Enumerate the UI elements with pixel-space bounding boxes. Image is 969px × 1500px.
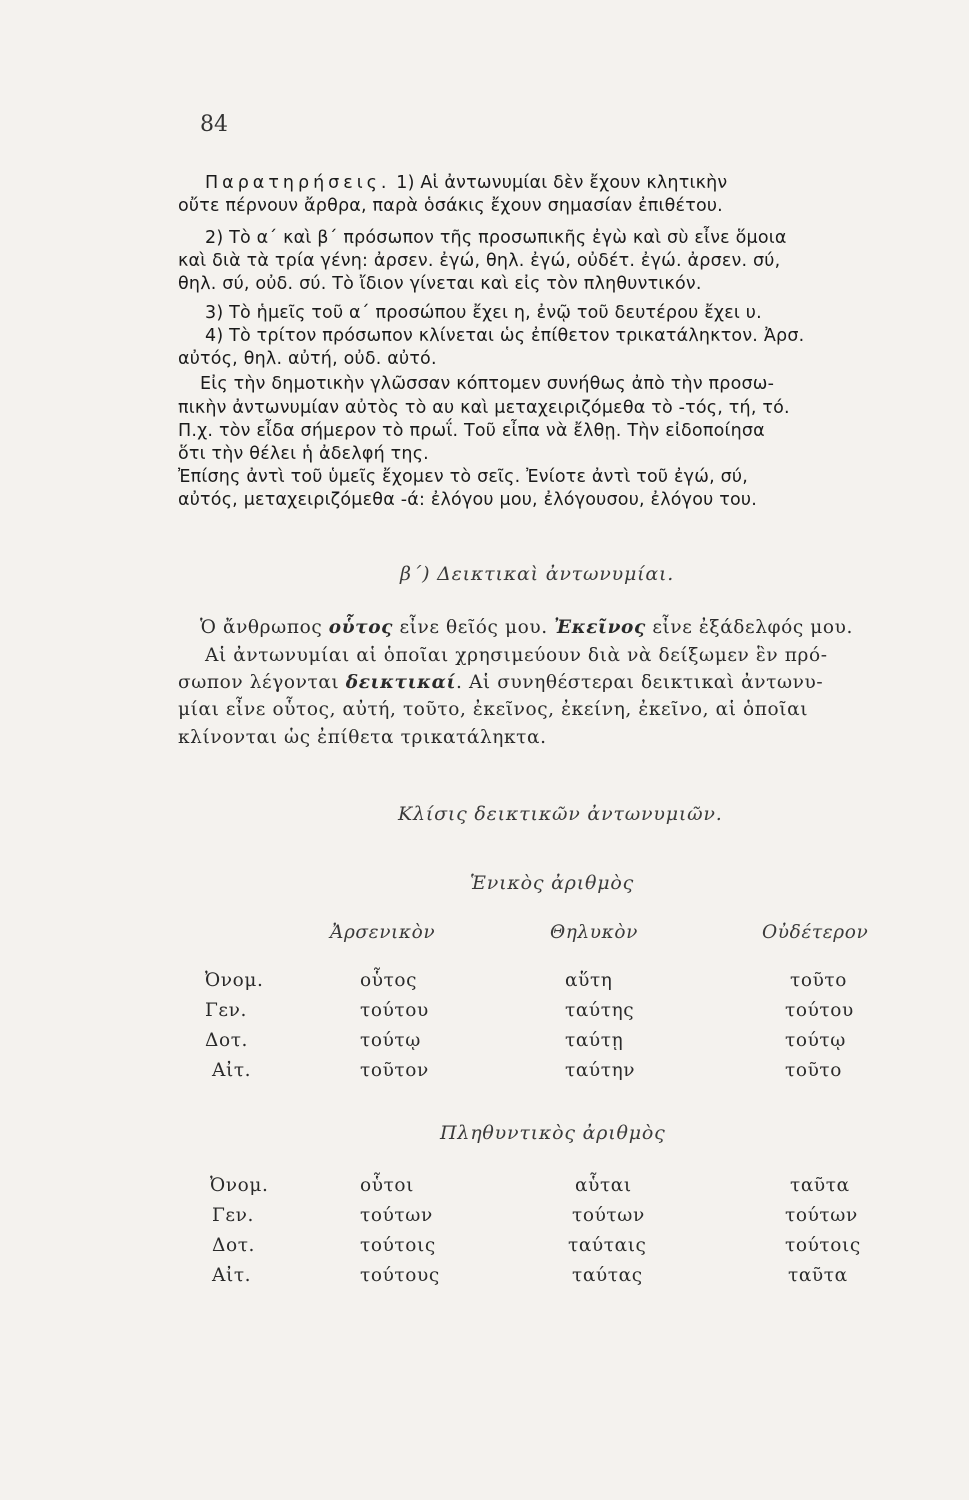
feminine-form: τούτων	[572, 1205, 645, 1226]
column-header-neuter: Οὐδέτερον	[762, 922, 869, 943]
masculine-form: τούτων	[360, 1205, 433, 1226]
section-heading: β΄) Δεικτικαὶ ἀντωνυμίαι.	[400, 563, 675, 585]
masculine-form: τοῦτον	[360, 1060, 429, 1081]
feminine-form: ταύτῃ	[565, 1030, 624, 1051]
demonstratives-line-1: Ὁ ἄνθρωπος οὗτος εἶνε θεῖός μου. Ἐκεῖνος εἶνε ἐξάδελφός μου.	[200, 617, 853, 638]
observations-line-10: πικὴν ἀντωνυμίαν αὐτὸς τὸ αυ καὶ μεταχειριζόμεθα τὸ -τός, τή, τό.	[178, 398, 790, 418]
observations-line-9: Εἰς τὴν δημοτικὴν γλῶσσαν κόπτομεν συνήθως ἀπὸ τὴν προσω-	[200, 374, 775, 394]
case-label: Γεν.	[205, 1000, 247, 1021]
neuter-form: ταῦτα	[790, 1175, 850, 1196]
case-label: Δοτ.	[205, 1030, 249, 1051]
observations-line-12: ὅτι τὴν θέλει ἡ ἀδελφή της.	[178, 444, 429, 464]
neuter-form: τούτοις	[785, 1235, 861, 1256]
observations-line-1: Παρατηρήσεις. 1) Αἱ ἀντωνυμίαι δὲν ἔχουν κλητικὴν	[205, 173, 728, 193]
bold-word-ekeinos: Ἐκεῖνος	[554, 617, 646, 638]
page-number: 84	[200, 112, 228, 137]
observations-line-14: αὐτός, μεταχειριζόμεθα -ά: ἐλόγου μου, ἐλόγουσου, ἐλόγου του.	[178, 490, 757, 510]
bold-word-deiktikai: δεικτικαί	[345, 672, 457, 693]
plural-heading: Πληθυντικὸς ἀριθμὸς	[440, 1122, 666, 1144]
demonstratives-line-5: κλίνονται ὡς ἐπίθετα τρικατάληκτα.	[178, 727, 547, 748]
observations-line-4: καὶ διὰ τὰ τρία γένη: ἀρσεν. ἐγώ, θηλ. ἐγώ, οὐδέτ. ἐγώ. ἀρσεν. σύ,	[178, 251, 781, 271]
observations-line-6: 3) Τὸ ἡμεῖς τοῦ α΄ προσώπου ἔχει η, ἐνῷ τοῦ δευτέρου ἔχει υ.	[205, 303, 762, 323]
observations-heading: Παρατηρήσεις.	[205, 173, 391, 193]
neuter-form: τούτου	[785, 1000, 854, 1021]
singular-heading: Ἑνικὸς ἀριθμὸς	[470, 872, 635, 894]
column-header-feminine: Θηλυκὸν	[550, 922, 638, 943]
feminine-form: αὗται	[575, 1175, 632, 1196]
observations-line-11: Π.χ. τὸν εἶδα σήμερον τὸ πρωΐ. Τοῦ εἶπα νὰ ἔλθῃ. Τὴν εἰδοποίησα	[178, 421, 765, 441]
demonstratives-line-3: σωπον λέγονται δεικτικαί. Αἱ συνηθέστεραι δεικτικαὶ ἀντωνυ-	[178, 672, 824, 693]
observations-line-7: 4) Τὸ τρίτον πρόσωπον κλίνεται ὡς ἐπίθετον τρικατάληκτον. Ἀρσ.	[205, 326, 805, 346]
neuter-form: τοῦτο	[790, 970, 847, 991]
observations-line-13: Ἐπίσης ἀντὶ τοῦ ὑμεῖς ἔχομεν τὸ σεῖς. Ἐνίοτε ἀντὶ τοῦ ἐγώ, σύ,	[178, 467, 748, 487]
masculine-form: τούτοις	[360, 1235, 436, 1256]
masculine-form: οὗτος	[360, 970, 418, 991]
case-label: Δοτ.	[212, 1235, 256, 1256]
case-label: Ὀνομ.	[205, 970, 264, 991]
neuter-form: τούτων	[785, 1205, 858, 1226]
demonstratives-line-4: μίαι εἶνε οὗτος, αὐτή, τοῦτο, ἐκεῖνος, ἐκείνη, ἐκεῖνο, αἱ ὁποῖαι	[178, 699, 809, 720]
masculine-form: τούτους	[360, 1265, 440, 1286]
neuter-form: τοῦτο	[785, 1060, 842, 1081]
observations-line-2: οὔτε πέρνουν ἄρθρα, παρὰ ὁσάκις ἔχουν σημασίαν ἐπιθέτου.	[178, 196, 723, 216]
feminine-form: ταύτης	[565, 1000, 635, 1021]
bold-word-outos: οὗτος	[328, 617, 393, 638]
declension-title: Κλίσις δεικτικῶν ἀντωνυμιῶν.	[398, 803, 723, 825]
feminine-form: ταύτην	[565, 1060, 636, 1081]
feminine-form: ταύτας	[572, 1265, 643, 1286]
masculine-form: τούτῳ	[360, 1030, 421, 1051]
case-label: Γεν.	[212, 1205, 254, 1226]
masculine-form: οὗτοι	[360, 1175, 415, 1196]
feminine-form: αὕτη	[565, 970, 613, 991]
masculine-form: τούτου	[360, 1000, 429, 1021]
observations-line-8: αὐτός, θηλ. αὐτή, οὐδ. αὐτό.	[178, 349, 437, 369]
observations-line-5: θηλ. σύ, οὐδ. σύ. Τὸ ἴδιον γίνεται καὶ εἰς τὸν πληθυντικόν.	[178, 274, 702, 294]
case-label: Αἰτ.	[212, 1265, 252, 1286]
observations-line-3: 2) Τὸ α΄ καὶ β΄ πρόσωπον τῆς προσωπικῆς ἐγὼ καὶ σὺ εἶνε ὅμοια	[205, 228, 787, 248]
demonstratives-line-2: Αἱ ἀντωνυμίαι αἱ ὁποῖαι χρησιμεύουν διὰ νὰ δείξωμεν ἓν πρό-	[205, 645, 828, 666]
feminine-form: ταύταις	[568, 1235, 647, 1256]
neuter-form: τούτῳ	[785, 1030, 846, 1051]
neuter-form: ταῦτα	[788, 1265, 848, 1286]
case-label: Αἰτ.	[212, 1060, 252, 1081]
column-header-masculine: Ἀρσενικὸν	[330, 922, 436, 943]
case-label: Ὀνομ.	[210, 1175, 269, 1196]
